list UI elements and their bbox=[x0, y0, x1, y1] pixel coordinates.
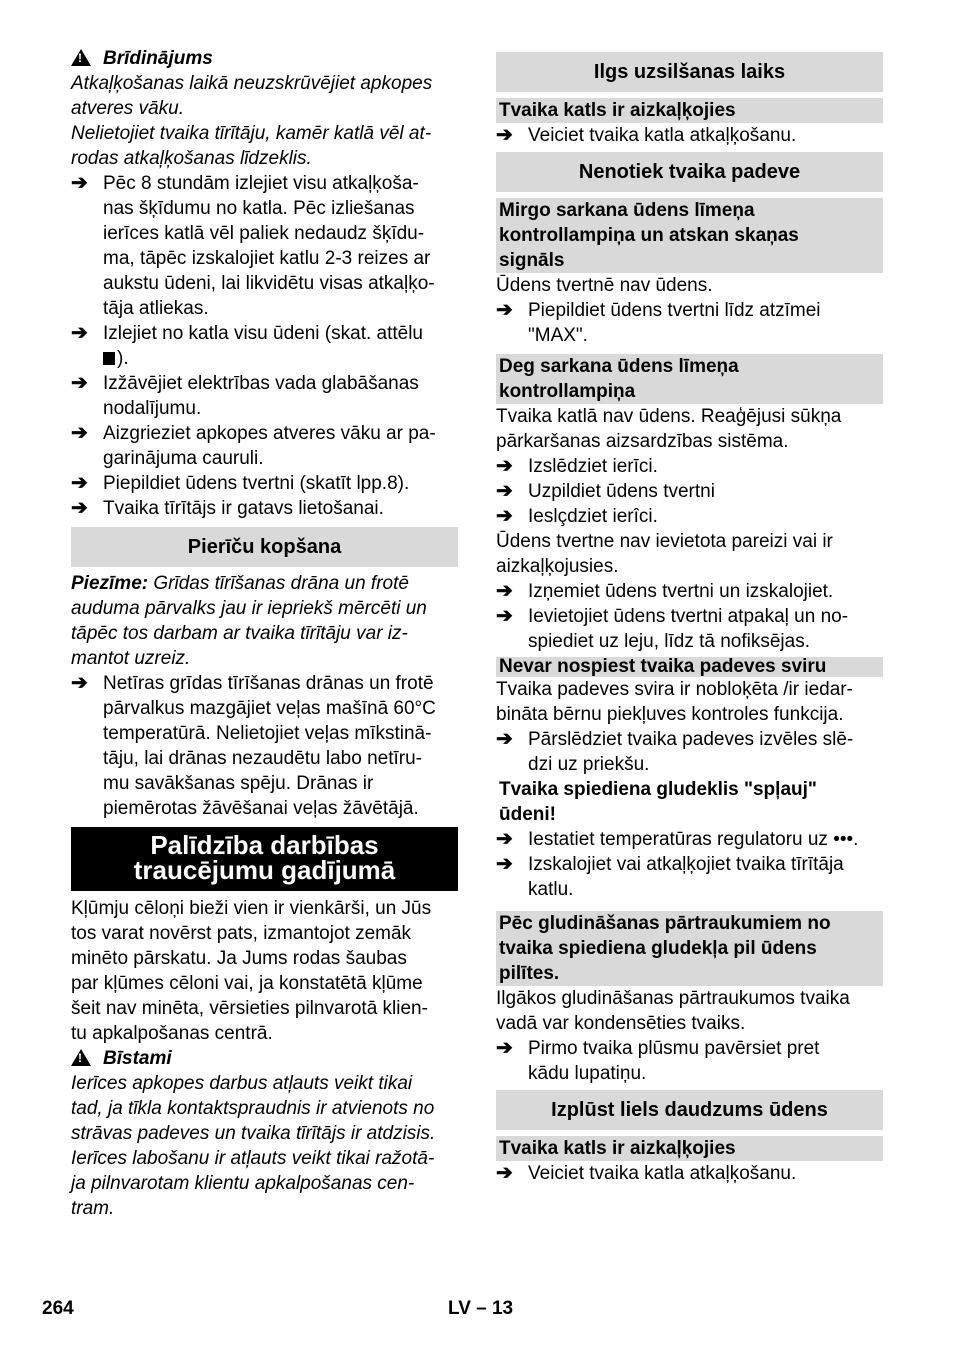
arrow-right-icon: ➔ bbox=[496, 455, 513, 477]
step-item: ➔ Veiciet tvaika katla atkaļķošanu. bbox=[496, 1162, 797, 1184]
arrow-right-icon: ➔ bbox=[71, 372, 88, 394]
step-item: ➔ Izņemiet ūdens tvertni un izskalojiet. bbox=[496, 580, 834, 602]
arrow-right-icon: ➔ bbox=[496, 299, 513, 321]
note-text: Piezīme: Grīdas tīrīšanas drāna un frotē auduma pārvalks jau ir iepriekš mērcēti un tāpēc tos darbam ar tvaika tīrītāju var iz- mantot uzreiz. bbox=[71, 573, 427, 669]
subheading: Mirgo sarkana ūdens līmeņa kontrollampiņa un atskan skaņas signāls bbox=[496, 198, 883, 273]
subheading: Tvaika katls ir aizkaļķojies bbox=[496, 98, 883, 123]
warning-triangle-icon bbox=[71, 49, 91, 66]
arrow-right-icon: ➔ bbox=[496, 580, 513, 602]
step-item: ➔ Aizgrieziet apkopes atveres vāku ar pa- garinājuma cauruli. bbox=[71, 422, 436, 469]
step-item: ➔ Uzpildiet ūdens tvertni bbox=[496, 480, 715, 502]
danger-text: Ierīces apkopes darbus atļauts veikt tikai tad, ja tīkla kontaktspraudnis ir atvienots no strāvas padeves un tvaika tīrītājs ir atdzisis. Ierīces labošanu ir atļauts veikt tikai ražotā- ja pilnvarotam klientu apkalpošanas cen- tram. bbox=[71, 1073, 436, 1219]
arrow-right-icon: ➔ bbox=[71, 172, 88, 194]
step-item: ➔ Izslēdziet ierīci. bbox=[496, 455, 658, 477]
arrow-right-icon: ➔ bbox=[71, 472, 88, 494]
page-number: 264 bbox=[42, 1298, 74, 1319]
cause-text: Tvaika padeves svira ir nobloķēta /ir iedar- bināta bērnu piekļuves kontroles funkcija. bbox=[496, 679, 853, 725]
step-item: ➔ Piepildiet ūdens tvertni (skatīt lpp.8). bbox=[71, 472, 410, 494]
arrow-right-icon: ➔ bbox=[496, 505, 513, 527]
step-item: ➔ Netīras grīdas tīrīšanas drānas un frotē pārvalkus mazgājiet veļas mašīnā 60°C temperatūrā. Nelietojiet veļas mīkstinā- tāju, lai drānas nezaudētu labo netīru- mu savākšanas spēju. Drānas ir piemērotas žāvēšanai veļas žāvētājā. bbox=[71, 672, 436, 819]
arrow-right-icon: ➔ bbox=[496, 1037, 513, 1059]
cause-text: Ūdens tvertnē nav ūdens. bbox=[496, 275, 713, 296]
cause-text: Ilgākos gludināšanas pārtraukumos tvaika vadā var kondensēties tvaiks. bbox=[496, 988, 850, 1034]
step-item: ➔ Ievietojiet ūdens tvertni atpakaļ un no- spiediet uz leju, līdz tā nofiksējas. bbox=[496, 605, 849, 652]
arrow-right-icon: ➔ bbox=[71, 672, 88, 694]
arrow-right-icon: ➔ bbox=[496, 1162, 513, 1184]
step-item: ➔ Pārslēdziet tvaika padeves izvēles slē- dzi uz priekšu. bbox=[496, 728, 854, 775]
subheading: Nevar nospiest tvaika padeves sviru bbox=[496, 657, 883, 677]
arrow-right-icon: ➔ bbox=[496, 605, 513, 627]
step-item: ➔ Ieslçdziet ierîci. bbox=[496, 505, 658, 527]
step-item: ➔ Iestatiet temperatūras regulatoru uz •••. bbox=[496, 828, 859, 850]
step-item: ➔ Izlejiet no katla visu ūdeni (skat. attēlu ). bbox=[71, 322, 424, 369]
step-item: ➔ Veiciet tvaika katla atkaļķošanu. bbox=[496, 124, 797, 146]
step-item: ➔ Piepildiet ūdens tvertni līdz atzīmei "MAX". bbox=[496, 299, 821, 346]
intro-text: Kļūmju cēloņi bieži vien ir vienkārši, un Jūs tos varat novērst pats, izmantojot zemāk minēto pārskatu. Ja Jums rodas šaubas par kļūmes cēloni vai, ja konstatētā kļūme šeit nav minēta, vērsieties pilnvarotā klien- tu apkalpošanas centrā. bbox=[71, 898, 432, 1044]
heading-much-water: Izplūst liels daudzums ūdens bbox=[496, 1090, 883, 1130]
arrow-right-icon: ➔ bbox=[71, 422, 88, 444]
step-item: ➔ Pirmo tvaika plūsmu pavērsiet pret kādu lupatiņu. bbox=[496, 1037, 820, 1084]
arrow-right-icon: ➔ bbox=[496, 853, 513, 875]
danger-heading: ! Bīstami bbox=[71, 1046, 458, 1071]
cause-text: Ūdens tvertne nav ievietota pareizi vai ir aizkaļķojusies. bbox=[496, 531, 833, 577]
figure-ref-icon bbox=[103, 352, 115, 365]
subheading: Pēc gludināšanas pārtraukumiem no tvaika spiediena gludekļa pil ūdens pilītes. bbox=[496, 911, 883, 986]
warning-heading bbox=[71, 46, 458, 71]
arrow-right-icon: ➔ bbox=[496, 828, 513, 850]
warning-title: Brīdinājums bbox=[103, 48, 213, 69]
step-item: ➔ Pēc 8 stundām izlejiet visu atkaļķoša- nas šķīdumu no katla. Pēc izliešanas ierīces katlā vēl paliek nedaudz šķīdu- ma, tāpēc izskalojiet katlu 2-3 reizes ar aukstu ūdeni, lai likvidētu visas atkaļķo- tāja atliekas. bbox=[71, 172, 435, 319]
page-code: LV – 13 bbox=[448, 1298, 514, 1319]
arrow-right-icon: ➔ bbox=[496, 480, 513, 502]
arrow-right-icon: ➔ bbox=[71, 497, 88, 519]
cause-text: Tvaika katlā nav ūdens. Reaģējusi sūkņa pārkaršanas aizsardzības sistēma. bbox=[496, 406, 842, 452]
arrow-right-icon: ➔ bbox=[496, 124, 513, 146]
step-item: ➔ Tvaika tīrītājs ir gatavs lietošanai. bbox=[71, 497, 384, 519]
warning-triangle-icon bbox=[71, 1049, 91, 1066]
arrow-right-icon: ➔ bbox=[496, 728, 513, 750]
step-item: ➔ Izžāvējiet elektrības vada glabāšanas nodalījumu. bbox=[71, 372, 419, 419]
heading-accessory-care: Pierīču kopšana bbox=[71, 527, 458, 567]
heading-no-steam: Nenotiek tvaika padeve bbox=[496, 152, 883, 192]
subheading: Tvaika katls ir aizkaļķojies bbox=[496, 1136, 883, 1161]
section-title-troubleshooting: Palīdzība darbības traucējumu gadījumā bbox=[71, 827, 458, 891]
subheading-plain: Tvaika spiediena gludeklis "spļauj" ūdeni! bbox=[499, 779, 817, 825]
step-item: ➔ Izskalojiet vai atkaļķojiet tvaika tīrītāja katlu. bbox=[496, 853, 844, 900]
warning-text: Atkaļķošanas laikā neuzskrūvējiet apkopes atveres vāku. Nelietojiet tvaika tīrītāju, kamēr katlā vēl at- rodas atkaļķošanas līdzeklis. bbox=[71, 73, 433, 169]
arrow-right-icon: ➔ bbox=[71, 322, 88, 344]
heading-long-heating: Ilgs uzsilšanas laiks bbox=[496, 52, 883, 92]
subheading: Deg sarkana ūdens līmeņa kontrollampiņa bbox=[496, 354, 883, 404]
